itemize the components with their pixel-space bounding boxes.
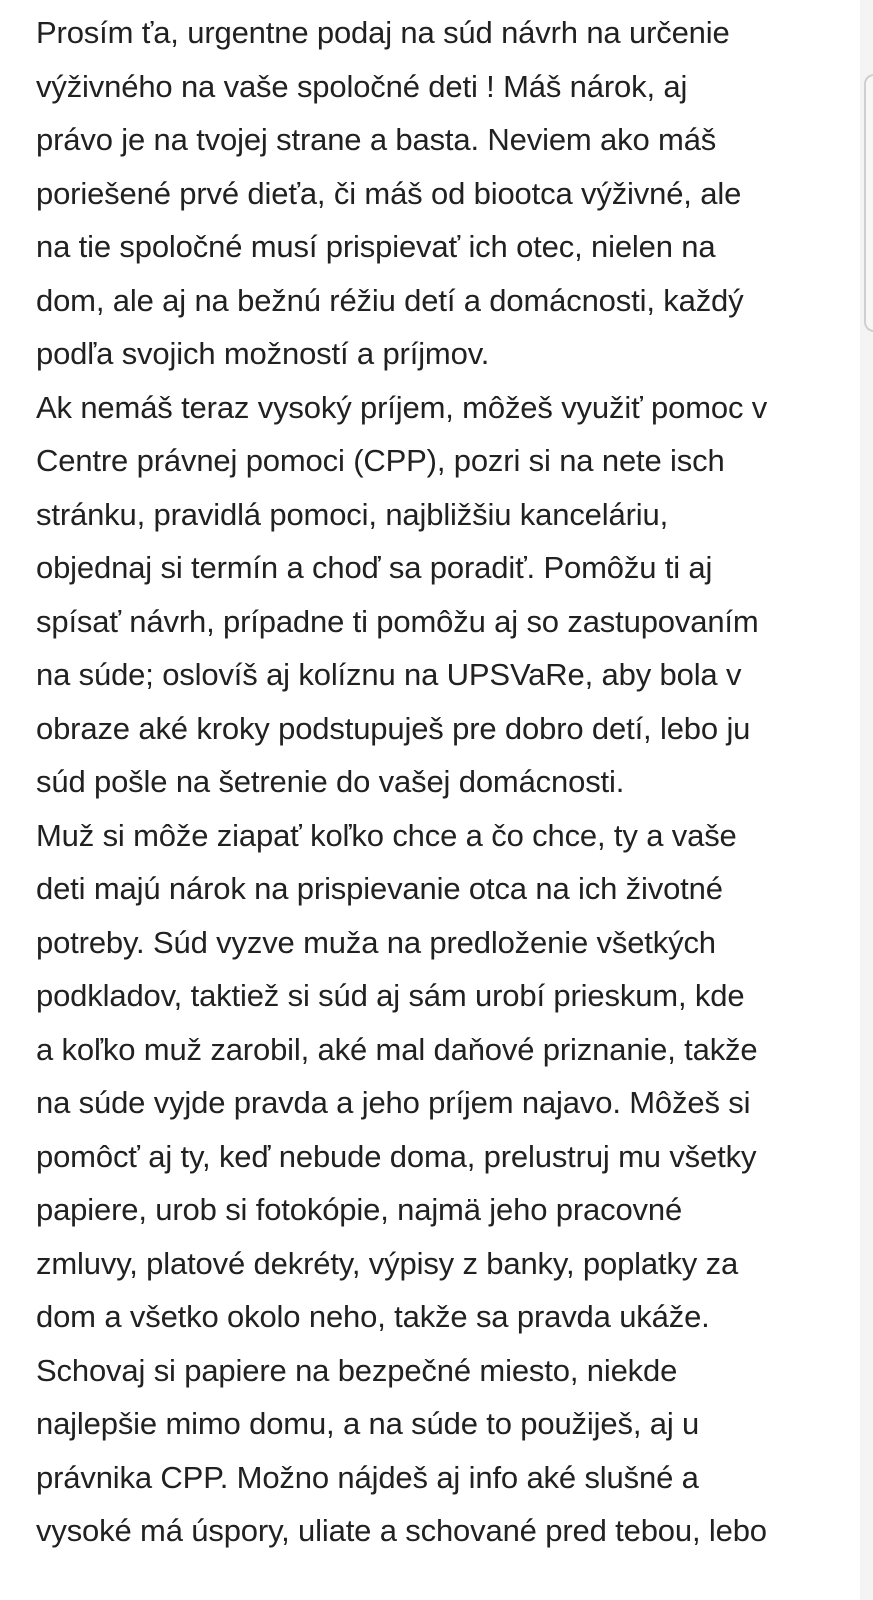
post-text-line: na súde vyjde pravda a jeho príjem najavo. Môžeš si: [36, 1085, 751, 1120]
post-text-line: deti majú nárok na prispievanie otca na ich životné: [36, 871, 723, 906]
post-text-line: súd pošle na šetrenie do vašej domácnosti.: [36, 764, 625, 799]
post-text-line: dom, ale aj na bežnú réžiu detí a domácnosti, každý: [36, 282, 744, 318]
post-text-line: potreby. Súd vyzve muža na predloženie všetkých: [36, 924, 716, 960]
post-text-line: pomôcť aj ty, keď nebude doma, prelustruj mu všetky: [36, 1138, 757, 1174]
post-text-line: na súde; oslovíš aj kolíznu na UPSVaRe, aby bola v: [36, 657, 742, 692]
post-text-line: podľa svojich možností a príjmov.: [36, 336, 490, 371]
post-text-line: papiere, urob si fotokópie, najmä jeho pracovné: [36, 1192, 683, 1227]
post-text-line: poriešené prvé dieťa, či máš od biootca výživné, ale: [36, 175, 742, 211]
post-text-line: Prosím ťa, urgentne podaj na súd návrh na určenie: [36, 15, 730, 50]
post-text-line: stránku, pravidlá pomoci, najbližšiu kanceláriu,: [36, 496, 669, 532]
scroll-handle[interactable]: [864, 74, 873, 332]
post-text-line: Muž si môže ziapať koľko chce a čo chce, ty a vaše: [36, 817, 737, 853]
post-text-line: právnika CPP. Možno nájdeš aj info aké slušné a: [36, 1459, 699, 1495]
post-text-line: objednaj si termín a choď sa poradiť. Pomôžu ti aj: [36, 550, 713, 585]
post-text-line: podkladov, taktiež si súd aj sám urobí prieskum, kde: [36, 978, 745, 1013]
post-text-line: vysoké má úspory, uliate a schované pred tebou, lebo: [36, 1513, 767, 1548]
post-text-line: obraze aké kroky podstupuješ pre dobro detí, lebo ju: [36, 710, 751, 746]
post-text-line: dom a všetko okolo neho, takže sa pravda ukáže.: [36, 1299, 710, 1334]
post-text-line: na tie spoločné musí prispievať ich otec, nielen na: [36, 229, 716, 264]
post-text-line: najlepšie mimo domu, a na súde to použiješ, aj u: [36, 1406, 700, 1441]
post-text-line: a koľko muž zarobil, aké mal daňové priznanie, takže: [36, 1031, 758, 1067]
post-text-line: Schovaj si papiere na bezpečné miesto, niekde: [36, 1352, 678, 1388]
post-text-line: zmluvy, platové dekréty, výpisy z banky, poplatky za: [36, 1245, 739, 1281]
post-text-line: právo je na tvojej strane a basta. Neviem ako máš: [36, 122, 717, 157]
post-text-line: spísať návrh, prípadne ti pomôžu aj so zastupovaním: [36, 603, 759, 639]
post-text-line: výživného na vaše spoločné deti ! Máš nárok, aj: [36, 68, 688, 104]
post-text-line: Ak nemáš teraz vysoký príjem, môžeš využiť pomoc v: [36, 389, 768, 425]
post-text-line: Centre právnej pomoci (CPP), pozri si na nete isch: [36, 443, 725, 478]
